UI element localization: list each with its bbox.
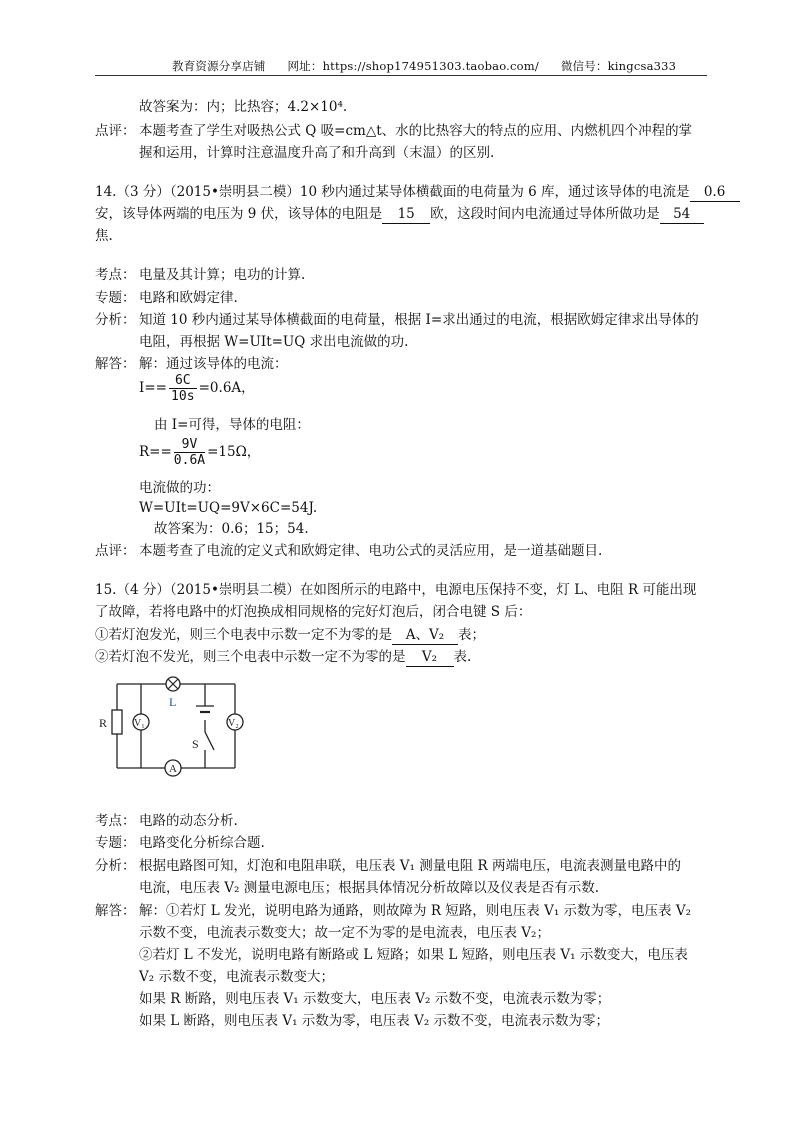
page-header xyxy=(172,58,694,74)
q15-jieda-label: 解答： xyxy=(95,903,136,919)
resistor-icon xyxy=(112,710,122,734)
fraction xyxy=(169,373,197,404)
q14-blank-resistance: 15 xyxy=(382,205,430,224)
shop-url[interactable]: 网址：https://shop174951303.taobao.com/ xyxy=(287,59,539,73)
q14-stem-line1 xyxy=(95,183,740,202)
q14-stem-b: 安，该导体两端的电压为 9 伏，该导体的电阻是 xyxy=(95,206,383,222)
q15-stem-line2: 了故障，若将电路中的灯泡换成相同规格的完好灯泡后，闭合电键 S 后： xyxy=(95,604,532,620)
q14-jieda-label: 解答： xyxy=(95,356,136,372)
q15-stem-line1: 15.（4 分）（2015•崇明县二模）在如图所示的电路中，电源电压保持不变，灯 L、电阻 R 可能出现 xyxy=(95,582,697,598)
voltmeter-v2-label: V₂ xyxy=(228,718,239,729)
fraction xyxy=(174,437,205,468)
q14-dianping: 本题考查了电流的定义式和欧姆定律、电功公式的灵活应用，是一道基础题目. xyxy=(139,543,603,559)
q15-item1-text: ①若灯泡发光，则三个电表中示数一定不为零的是 xyxy=(95,627,392,643)
formula-lhs: R== xyxy=(139,444,172,460)
header-divider xyxy=(95,75,707,76)
q14-stem-line2 xyxy=(95,205,704,224)
q15-jieda-line1: 解：①若灯 L 发光，说明电路为通路，则故障为 R 短路，则电压表 V₁ 示数为零，电压表 V₂ xyxy=(139,903,691,919)
q14-jieda-line3: 电流做的功： xyxy=(139,480,220,496)
q14-fenxi-line2: 电阻，再根据 W=UIt=UQ 求出电流做的功. xyxy=(139,334,409,350)
q15-jieda-line2: 示数不变，电流表示数变大；故一定不为零的是电流表，电压表 V₂； xyxy=(139,925,550,941)
switch-label: S xyxy=(192,737,199,751)
q15-item1-blank: A、V₂ xyxy=(392,626,458,645)
prev-comment-line1: 本题考查了学生对吸热公式 Q 吸=cm△t、水的比热容大的特点的应用、内燃机四个冲程的掌 xyxy=(139,123,693,139)
q15-item1 xyxy=(95,626,485,645)
q14-formula-resistance xyxy=(139,437,260,468)
q14-blank-current: 0.6 xyxy=(690,183,740,202)
q15-item2-text: ②若灯泡不发光，则三个电表中示数一定不为零的是 xyxy=(95,649,406,665)
lamp-label: L xyxy=(169,695,177,709)
prev-answer: 故答案为：内；比热容；4.2×10⁴. xyxy=(139,99,348,115)
prev-comment-line2: 握和运用，计算时注意温度升高了和升高到（末温）的区别. xyxy=(139,145,495,161)
q14-jieda-line5: 故答案为：0.6；15；54. xyxy=(154,521,309,537)
q14-jieda-line2: 由 I=可得，导体的电阻： xyxy=(154,417,310,433)
q14-stem-d: 焦. xyxy=(95,228,113,244)
q14-kaodian: 电量及其计算；电功的计算. xyxy=(139,267,306,283)
switch-icon xyxy=(205,732,214,750)
q15-zhuanti-label: 专题： xyxy=(95,835,136,851)
q14-stem-a: 14.（3 分）（2015•崇明县二模）10 秒内通过某导体横截面的电荷量为 6 库，通过该导体的电流是 xyxy=(95,184,690,200)
q15-jieda-line5: 如果 R 断路，则电压表 V₁ 示数变大，电压表 V₂ 示数不变，电流表示数为零； xyxy=(139,991,611,1007)
q15-fenxi-label: 分析： xyxy=(95,858,136,874)
fraction-numerator: 9V xyxy=(174,437,205,453)
q14-kaodian-label: 考点： xyxy=(95,267,136,283)
formula-rhs: =0.6A， xyxy=(198,380,255,396)
q15-fenxi-line1: 根据电路图可知，灯泡和电阻串联，电压表 V₁ 测量电阻 R 两端电压，电流表测量电路中的 xyxy=(139,858,681,874)
ammeter-label: A xyxy=(169,763,177,775)
q15-item1-suffix: 表； xyxy=(458,627,485,643)
resistor-label: R xyxy=(99,716,108,730)
circuit-diagram xyxy=(95,672,255,787)
q14-stem-c: 欧，这段时间内电流通过导体所做功是 xyxy=(430,206,660,222)
formula-rhs: =15Ω， xyxy=(207,444,261,460)
wechat-id: 微信号：kingcsa333 xyxy=(560,59,677,73)
q15-kaodian: 电路的动态分析. xyxy=(139,813,238,829)
q14-jieda-line4: W=UIt=UQ=9V×6C=54J. xyxy=(139,500,318,516)
battery-icon xyxy=(196,706,214,712)
prev-comment-label: 点评： xyxy=(95,123,136,139)
q14-blank-work: 54 xyxy=(660,205,704,224)
q15-zhuanti: 电路变化分析综合题. xyxy=(139,835,265,851)
q15-jieda-line3: ②若灯 L 不发光，说明电路有断路或 L 短路；如果 L 短路，则电压表 V₁ 示数变大，电压表 xyxy=(139,947,688,963)
q15-kaodian-label: 考点： xyxy=(95,813,136,829)
shop-name: 教育资源分享店铺 xyxy=(172,59,266,73)
fraction-numerator: 6C xyxy=(169,373,197,389)
fraction-denominator: 10s xyxy=(171,389,195,404)
q15-jieda-line6: 如果 L 断路，则电压表 V₁ 示数为零，电压表 V₂ 示数不变，电流表示数为零； xyxy=(139,1013,610,1029)
q15-jieda-line4: V₂ 示数不变，电流表示数变大； xyxy=(139,969,334,985)
q15-item2-blank: V₂ xyxy=(406,648,454,667)
q14-dianping-label: 点评： xyxy=(95,543,136,559)
q14-fenxi-line1: 知道 10 秒内通过某导体横截面的电荷量，根据 I=求出通过的电流，根据欧姆定律求出导体的 xyxy=(139,312,699,328)
q14-zhuanti-label: 专题： xyxy=(95,290,136,306)
q15-fenxi-line2: 电流，电压表 V₂ 测量电源电压；根据具体情况分析故障以及仪表是否有示数. xyxy=(139,880,600,896)
fraction-denominator: 0.6A xyxy=(173,453,206,468)
q14-jieda-line1: 解：通过该导体的电流： xyxy=(139,356,288,372)
q14-formula-current xyxy=(139,373,255,404)
lamp-icon xyxy=(166,677,180,691)
q14-zhuanti: 电路和欧姆定律. xyxy=(139,290,238,306)
q14-fenxi-label: 分析： xyxy=(95,312,136,328)
formula-lhs: I== xyxy=(139,380,167,396)
q15-item2 xyxy=(95,648,471,667)
q15-item2-suffix: 表. xyxy=(453,649,472,665)
voltmeter-v1-label: V₁ xyxy=(134,718,145,729)
